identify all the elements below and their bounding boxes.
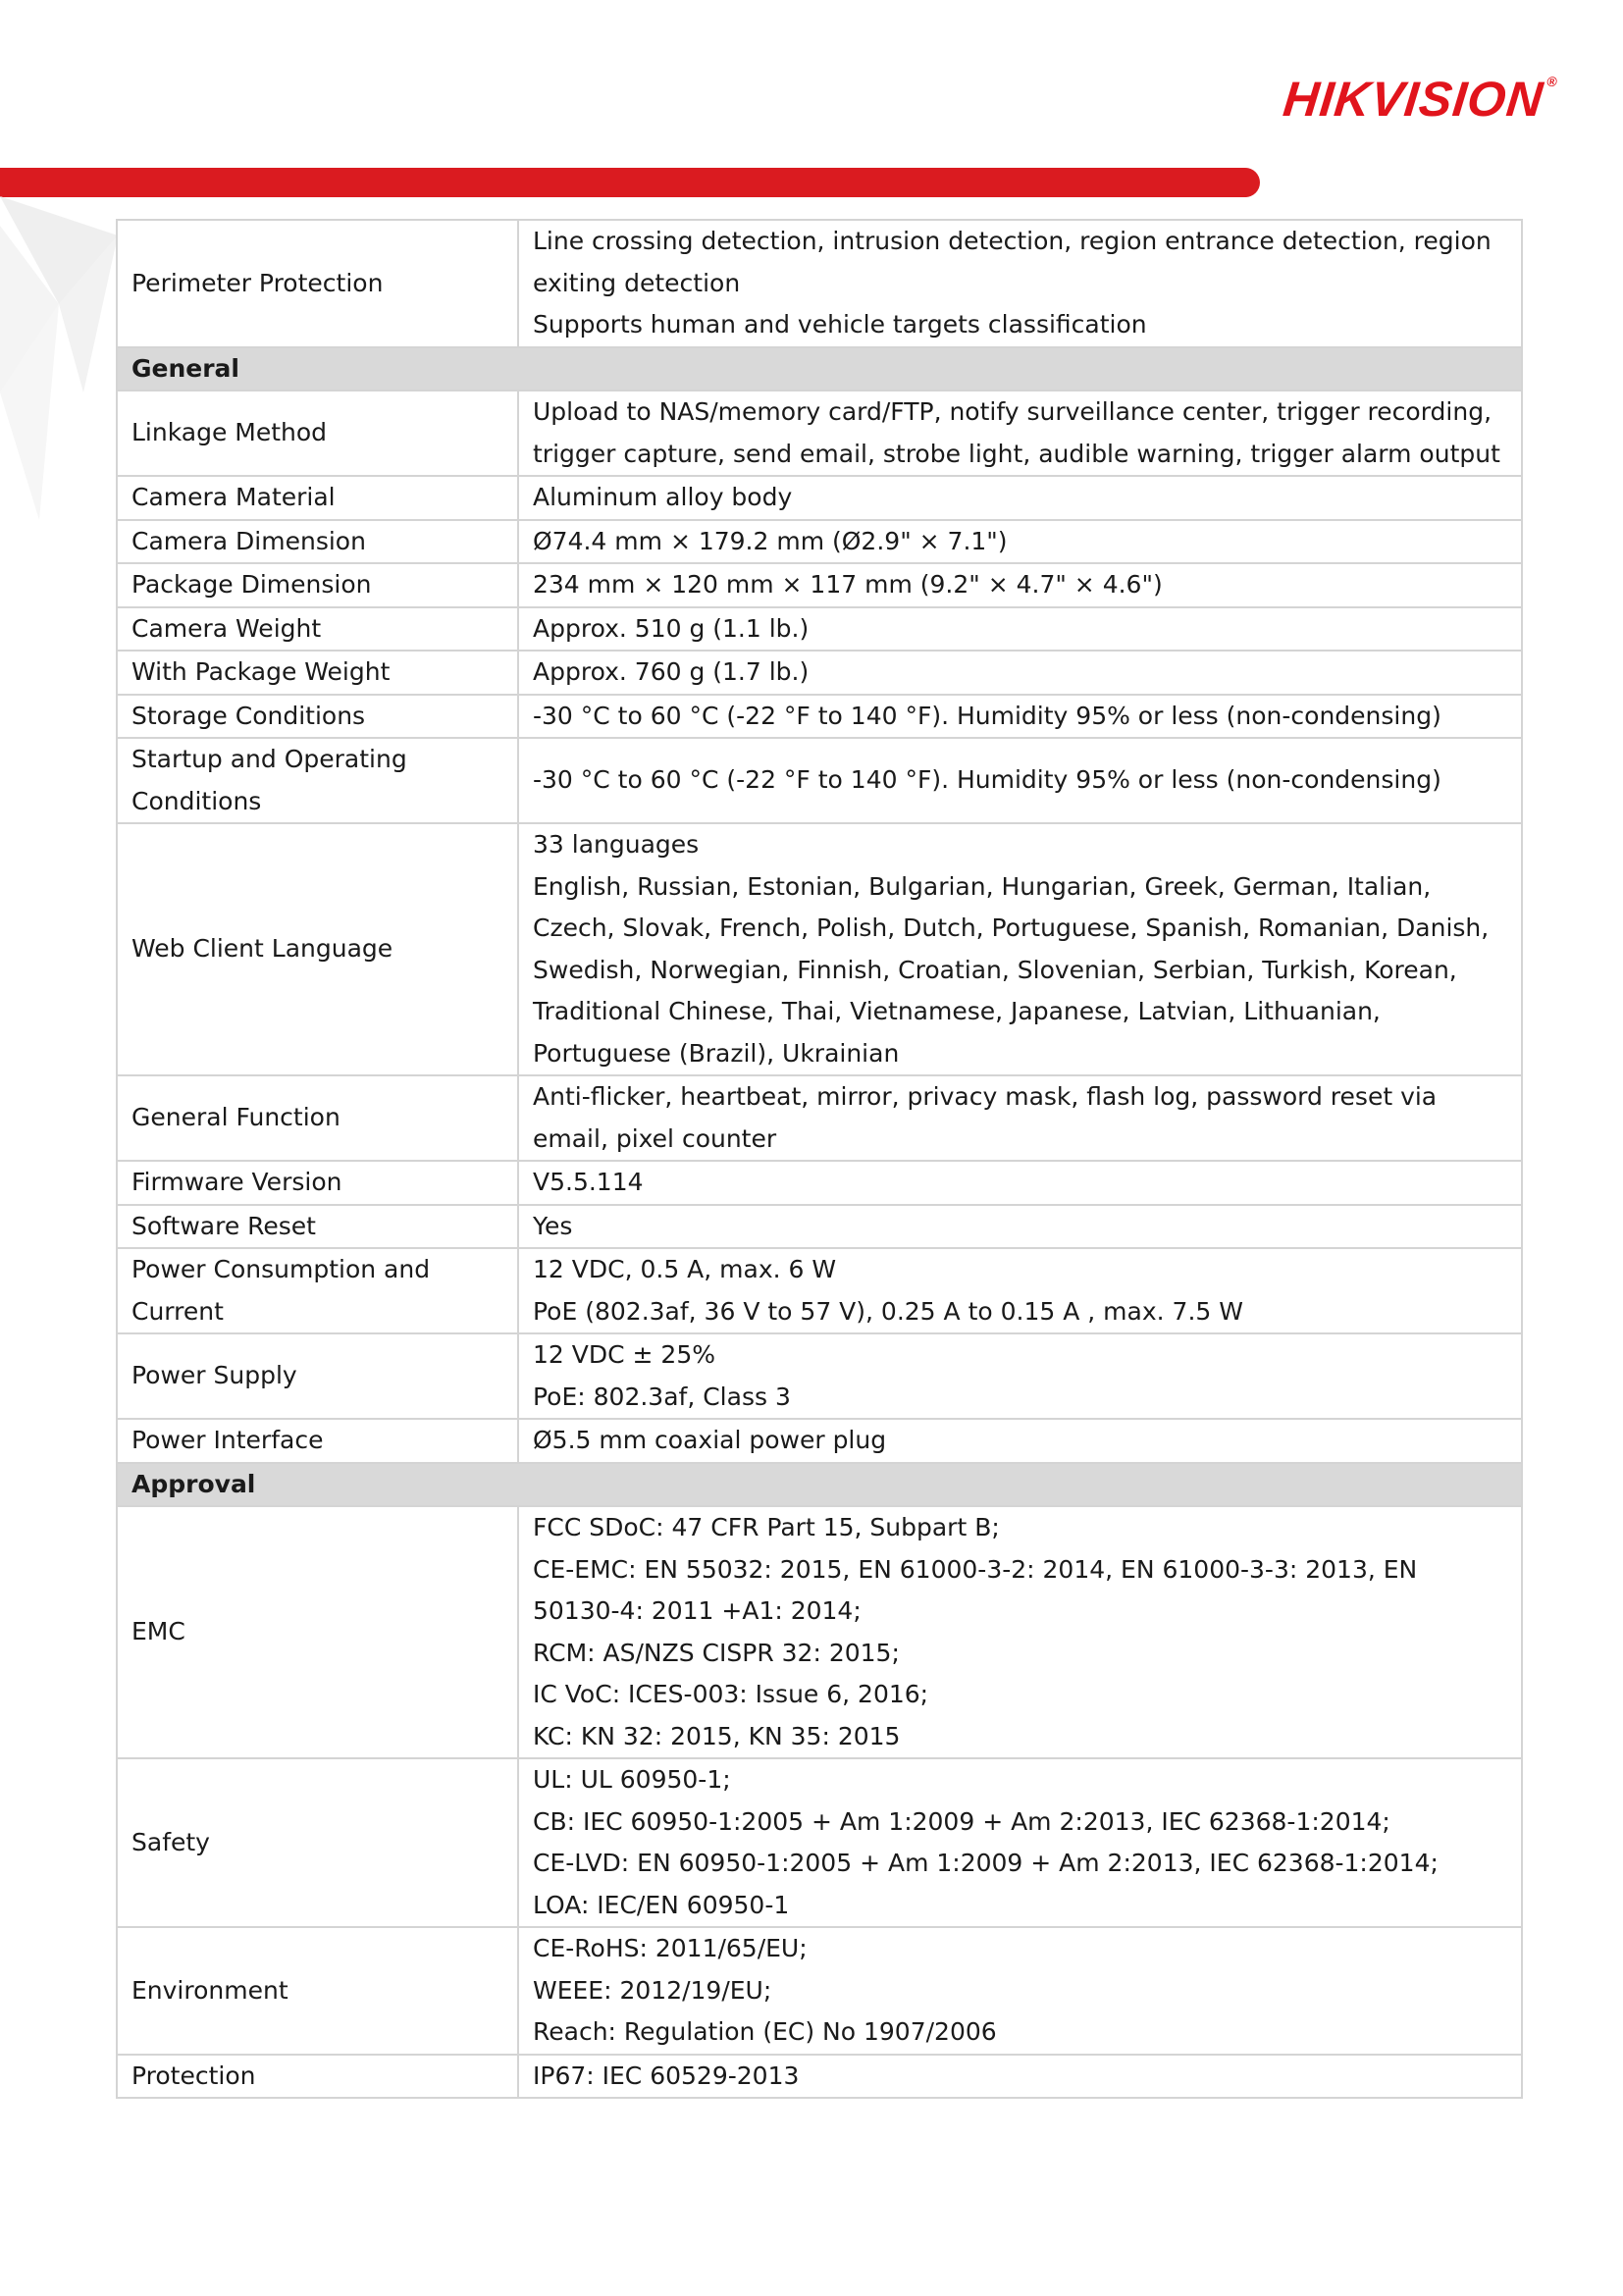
- spec-row: [117, 391, 1522, 476]
- spec-row: [117, 738, 1522, 823]
- spec-value-line: 12 VDC ± 25%: [533, 1340, 715, 1369]
- spec-value-line: 33 languages: [533, 830, 700, 859]
- spec-label: Software Reset: [117, 1205, 518, 1249]
- spec-row: [117, 695, 1522, 739]
- spec-value-line: Line crossing detection, intrusion detection, region entrance detection, region exiting detection: [533, 227, 1492, 297]
- spec-label: Protection: [117, 2055, 518, 2099]
- spec-row: [117, 1161, 1522, 1205]
- spec-value-line: KC: KN 32: 2015, KN 35: 2015: [533, 1721, 901, 1750]
- spec-value-line: Ø5.5 mm coaxial power plug: [533, 1426, 887, 1454]
- watermark-graphic: [0, 196, 128, 530]
- spec-label: With Package Weight: [117, 651, 518, 695]
- spec-row: [117, 563, 1522, 607]
- spec-value-line: PoE: 802.3af, Class 3: [533, 1382, 791, 1411]
- spec-value: [518, 1333, 1522, 1419]
- spec-row: [117, 220, 1522, 347]
- spec-value: [518, 651, 1522, 695]
- spec-row: [117, 520, 1522, 564]
- spec-row: [117, 823, 1522, 1075]
- spec-value: [518, 1758, 1522, 1927]
- spec-value: [518, 1161, 1522, 1205]
- spec-value-line: -30 °C to 60 °C (-22 °F to 140 °F). Humidity 95% or less (non-condensing): [533, 765, 1441, 795]
- spec-value: [518, 695, 1522, 739]
- spec-row: [117, 1758, 1522, 1927]
- spec-row: [117, 651, 1522, 695]
- spec-value-line: IC VoC: ICES-003: Issue 6, 2016;: [533, 1680, 929, 1708]
- spec-value: [518, 220, 1522, 347]
- spec-value: [518, 738, 1522, 823]
- spec-value-line: UL: UL 60950-1;: [533, 1765, 731, 1794]
- spec-value-line: Approx. 760 g (1.7 lb.): [533, 657, 810, 686]
- spec-value-line: 12 VDC, 0.5 A, max. 6 W: [533, 1255, 837, 1283]
- spec-value-line: V5.5.114: [533, 1168, 644, 1196]
- spec-label: Environment: [117, 1927, 518, 2055]
- spec-value-line: English, Russian, Estonian, Bulgarian, Hungarian, Greek, German, Italian, Czech, Slovak, French, Polish, Dutch, Portuguese, Spanish, Romanian, Danish, Swedish, Norwegian, Finnish, Croatian, Slovenian, Serbian, Turkish, Korean, Traditional Chinese, Thai, Vietnamese, Japanese, Latvian, Lithuanian, Portuguese (Brazil), Ukrainian: [533, 871, 1490, 1068]
- spec-label: Power Supply: [117, 1333, 518, 1419]
- spec-value: [518, 1927, 1522, 2055]
- spec-value-line: 234 mm × 120 mm × 117 mm (9.2" × 4.7" × 4.6"): [533, 570, 1163, 599]
- header-red-bar: [0, 168, 1260, 197]
- spec-row: [117, 607, 1522, 652]
- section-title: Approval: [117, 1463, 1522, 1507]
- spec-value: [518, 823, 1522, 1075]
- spec-label: Camera Material: [117, 476, 518, 520]
- spec-label: Storage Conditions: [117, 695, 518, 739]
- spec-value-line: CE-EMC: EN 55032: 2015, EN 61000-3-2: 2014, EN 61000-3-3: 2013, EN 50130-4: 2011 +A1: 2014;: [533, 1554, 1418, 1625]
- spec-value: [518, 1506, 1522, 1758]
- spec-label: Package Dimension: [117, 563, 518, 607]
- spec-label: Power Interface: [117, 1419, 518, 1463]
- section-header-row: [117, 1463, 1522, 1507]
- spec-value-line: Supports human and vehicle targets classification: [533, 310, 1147, 339]
- spec-value-line: Yes: [533, 1211, 573, 1240]
- spec-value-line: Reach: Regulation (EC) No 1907/2006: [533, 2017, 997, 2046]
- spec-value: [518, 520, 1522, 564]
- spec-value-line: Approx. 510 g (1.1 lb.): [533, 613, 810, 643]
- spec-label: Firmware Version: [117, 1161, 518, 1205]
- spec-value-line: IP67: IEC 60529-2013: [533, 2061, 800, 2090]
- spec-value-line: WEEE: 2012/19/EU;: [533, 1975, 772, 2005]
- spec-table: [116, 219, 1523, 2099]
- spec-value-line: Ø74.4 mm × 179.2 mm (Ø2.9" × 7.1"): [533, 526, 1008, 555]
- section-header-row: [117, 347, 1522, 391]
- spec-row: [117, 2055, 1522, 2099]
- spec-row: [117, 1248, 1522, 1333]
- spec-value-line: CB: IEC 60950-1:2005 + Am 1:2009 + Am 2:2013, IEC 62368-1:2014;: [533, 1806, 1390, 1836]
- spec-value: [518, 2055, 1522, 2099]
- spec-value: [518, 1205, 1522, 1249]
- spec-value-line: RCM: AS/NZS CISPR 32: 2015;: [533, 1638, 900, 1667]
- spec-value-line: CE-LVD: EN 60950-1:2005 + Am 1:2009 + Am 2:2013, IEC 62368-1:2014;: [533, 1849, 1439, 1877]
- spec-row: [117, 1419, 1522, 1463]
- spec-value-line: -30 °C to 60 °C (-22 °F to 140 °F). Humidity 95% or less (non-condensing): [533, 701, 1441, 730]
- spec-value: [518, 1419, 1522, 1463]
- spec-row: [117, 1205, 1522, 1249]
- spec-value: [518, 563, 1522, 607]
- spec-label: General Function: [117, 1075, 518, 1161]
- spec-row: [117, 1333, 1522, 1419]
- spec-label: Startup and Operating Conditions: [117, 738, 518, 823]
- spec-label: Perimeter Protection: [117, 220, 518, 347]
- spec-value: [518, 476, 1522, 520]
- section-title: General: [117, 347, 1522, 391]
- spec-label: Safety: [117, 1758, 518, 1927]
- spec-row: [117, 1506, 1522, 1758]
- spec-row: [117, 1075, 1522, 1161]
- spec-label: Linkage Method: [117, 391, 518, 476]
- spec-value: [518, 607, 1522, 652]
- spec-value-line: Anti-flicker, heartbeat, mirror, privacy mask, flash log, password reset via email, pixel counter: [533, 1082, 1438, 1153]
- spec-value-line: Upload to NAS/memory card/FTP, notify surveillance center, trigger recording, trigger capture, send email, strobe light, audible warning, trigger alarm output: [533, 397, 1500, 468]
- hikvision-logo: HIKVISION®: [1281, 72, 1559, 127]
- spec-value: [518, 1075, 1522, 1161]
- spec-label: Power Consumption and Current: [117, 1248, 518, 1333]
- spec-label: EMC: [117, 1506, 518, 1758]
- spec-value-line: FCC SDoC: 47 CFR Part 15, Subpart B;: [533, 1513, 1000, 1541]
- spec-value-line: CE-RoHS: 2011/65/EU;: [533, 1934, 808, 1962]
- spec-value-line: LOA: IEC/EN 60950-1: [533, 1890, 790, 1919]
- spec-row: [117, 476, 1522, 520]
- spec-label: Web Client Language: [117, 823, 518, 1075]
- spec-label: Camera Weight: [117, 607, 518, 652]
- spec-value: [518, 1248, 1522, 1333]
- spec-label: Camera Dimension: [117, 520, 518, 564]
- spec-value-line: Aluminum alloy body: [533, 483, 793, 511]
- spec-row: [117, 1927, 1522, 2055]
- spec-value-line: PoE (802.3af, 36 V to 57 V), 0.25 A to 0.15 A , max. 7.5 W: [533, 1296, 1243, 1326]
- spec-value: [518, 391, 1522, 476]
